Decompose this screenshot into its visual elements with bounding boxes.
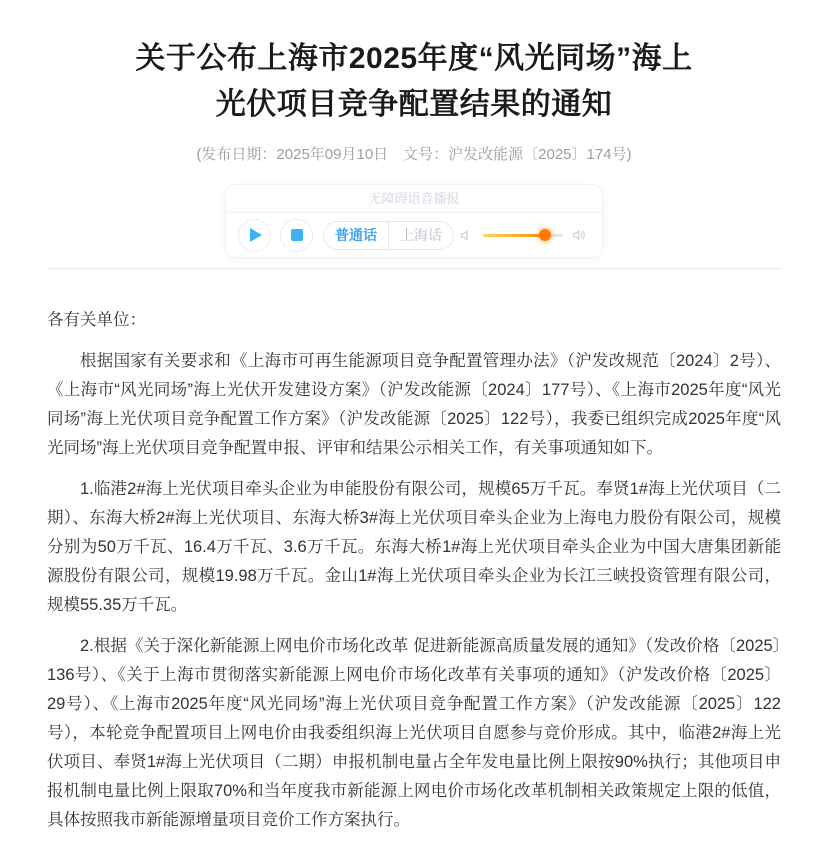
- salutation: 各有关单位：: [47, 311, 146, 329]
- page-title: [47, 36, 781, 128]
- volume-high-icon: [572, 227, 588, 243]
- publish-meta: (发布日期：2025年09月10日 文号：沪发改能源〔2025〕174号): [196, 146, 632, 163]
- play-button[interactable]: [238, 219, 271, 252]
- lang-mandarin-button[interactable]: 普通话: [324, 222, 389, 249]
- page-title-line-1: 关于公布上海市2025年度“风光同场”海上: [135, 42, 693, 75]
- stop-button[interactable]: [280, 219, 313, 252]
- page-title-line-2: 光伏项目竞争配置结果的通知: [215, 88, 613, 121]
- play-icon: [250, 228, 262, 242]
- lang-shanghainese-button[interactable]: 上海话: [389, 222, 453, 249]
- volume-low-icon: [459, 228, 474, 243]
- volume-fill: [483, 234, 545, 237]
- audio-player-title: 无障碍语音播报: [226, 185, 602, 213]
- paragraph-item-2: 2.根据《关于深化新能源上网电价市场化改革 促进新能源高质量发展的通知》（发改价格〔2025〕136号）、《关于上海市贯彻落实新能源上网电价市场化改革有关事项的通知》（沪发改价格〔2025〕29号）、《上海市2025年度“风光同场”海上光伏项目竞争配置工作方案》（沪发改能源〔2025〕122号），本轮竞争配置项目上网电价由我委组织海上光伏项目自愿参与竞价形成。其中，临港2#海上光伏项目、奉贤1#海上光伏项目（二期）申报机制电量占全年发电量比例上限按90%执行；其他项目申报机制电量比例上限取70%和当年度我市新能源上网电价市场化改革机制相关政策规定上限的低值，具体按照我市新能源增量项目竞价工作方案执行。: [47, 637, 781, 829]
- paragraph-item-1: 1.临港2#海上光伏项目牵头企业为申能股份有限公司，规模65万千瓦。奉贤1#海上光伏项目（二期）、东海大桥2#海上光伏项目、东海大桥3#海上光伏项目牵头企业为上海电力股份有限公司，规模分别为50万千瓦、16.4万千瓦、3.6万千瓦。东海大桥1#海上光伏项目牵头企业为中国大唐集团新能源股份有限公司，规模19.98万千瓦。金山1#海上光伏项目牵头企业为长江三峡投资管理有限公司，规模55.35万千瓦。: [47, 480, 781, 614]
- volume-control: [459, 227, 588, 243]
- language-toggle: [323, 221, 454, 250]
- volume-slider-handle[interactable]: [539, 229, 551, 241]
- notice-body: [47, 269, 781, 835]
- audio-player-card: [225, 184, 603, 258]
- audio-player-controls: [226, 213, 602, 257]
- volume-slider[interactable]: [483, 234, 563, 237]
- paragraph-intro: 根据国家有关要求和《上海市可再生能源项目竞争配置管理办法》（沪发改规范〔2024〕2号）、《上海市“风光同场”海上光伏开发建设方案》（沪发改能源〔2024〕177号）、《上海市2025年度“风光同场”海上光伏项目竞争配置工作方案》（沪发改能源〔2025〕122号），我委已组织完成2025年度“风光同场”海上光伏项目竞争配置申报、评审和结果公示相关工作，有关事项通知如下。: [47, 352, 781, 457]
- stop-icon: [291, 229, 303, 241]
